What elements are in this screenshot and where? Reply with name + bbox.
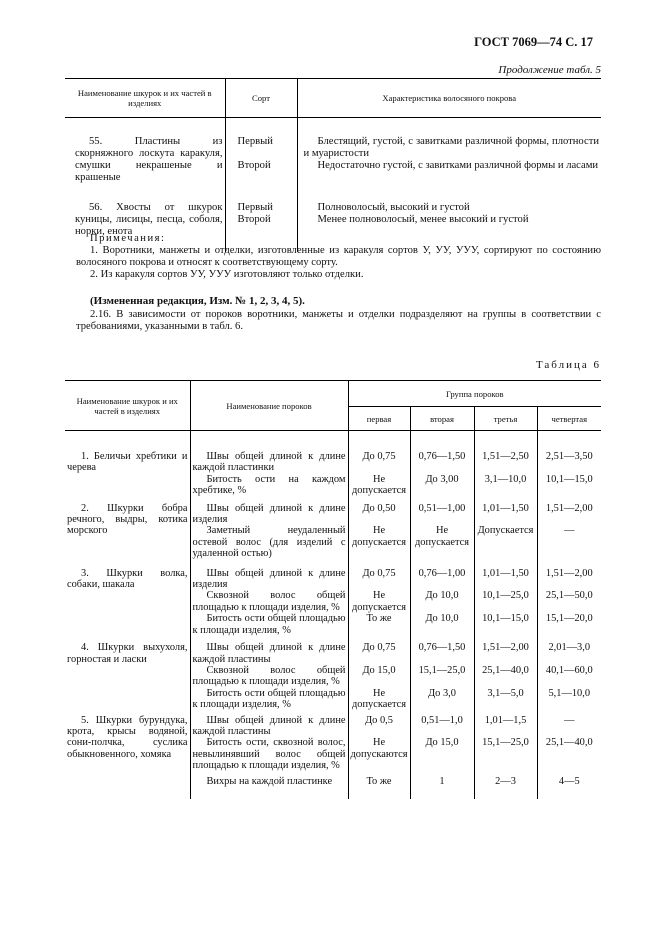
table-row [65,568,601,591]
t6-cell: Не допускается [348,474,410,503]
t6-cell: Не допускается [348,590,410,613]
t6-cell: До 0,75 [348,568,410,591]
t6-cell: До 0,50 [348,503,410,526]
notes [76,233,601,281]
table-row [65,451,601,474]
t6-header-group-2: вторая [410,407,474,431]
t6-header-group-1: первая [348,407,410,431]
t5-header-sort: Сорт [225,79,297,118]
table-5 [65,78,601,252]
t5-sort: Первый [237,202,273,213]
t6-cell: 0,76—1,50 [410,642,474,665]
t6-cell: 15,1—25,0 [410,665,474,688]
notes-title: Примечания: [90,233,166,244]
t6-cell: Не допускается [410,525,474,567]
t6-cell: 10,1—25,0 [474,590,537,613]
t6-header-group-4: четвертая [537,407,601,431]
t6-section-name: 5. Шкурки бурундука, крота, крысы водяной, сони-полчка, суслика обыкновенного, хомяка [65,715,190,799]
t6-cell: 25,1—40,0 [537,737,601,775]
t5-row-name: 55. Пластины из скорняжного лоскута каракуля, смушки некрашеные и крашеные [75,136,223,183]
t6-section-name: 3. Шкурки волка, собаки, шакала [65,568,190,642]
t6-cell: 1,01—1,5 [474,715,537,738]
t6-header-name: Наименование шкурок и их частей в изделиях [65,381,190,431]
t5-char: Недостаточно густой, с завитками различной формы и ласами [317,160,599,171]
t6-defect: Сквозной волос общей площадью к площади изделия, % [190,665,348,688]
t6-defect: Сквозной волос общей площадью к площади изделия, % [190,590,348,613]
t5-char: Блестящий, густой, с завитками различной формы, плотности и муаристости [303,136,599,159]
t6-cell: 2—3 [474,776,537,799]
t6-defect: Швы общей длиной к длине каждой пластины [190,715,348,738]
t6-cell: До 3,00 [410,474,474,503]
t6-cell: 5,1—10,0 [537,688,601,715]
t6-cell: 0,51—1,0 [410,715,474,738]
t6-cell: 1,01—1,50 [474,503,537,526]
t6-cell: 3,1—5,0 [474,688,537,715]
t6-cell: 15,1—20,0 [537,613,601,642]
t6-cell: То же [348,776,410,799]
page-header: ГОСТ 7069—74 С. 17 [474,35,593,49]
t6-section-name: 2. Шкурки бобра речного, выдры, котика морского [65,503,190,568]
t6-cell: 2,01—3,0 [537,642,601,665]
t6-cell: 25,1—50,0 [537,590,601,613]
t6-defect: Битость ости, сквозной волос, невылинявший волос общей площадью к площади изделия, % [190,737,348,775]
table-row [65,642,601,665]
note-item: 1. Воротники, манжеты и отделки, изготовленные из каракуля сортов У, УУ, УУУ, сортируют по состоянию волосяного покрова и относят к соответствующему сорту. [76,245,601,268]
t6-cell: 1,51—2,00 [474,642,537,665]
note-item: 2. Из каракуля сортов УУ, УУУ изготовляют только отделки. [90,269,364,280]
t6-cell: 1,01—1,50 [474,568,537,591]
t6-cell: До 15,0 [348,665,410,688]
t6-cell: Допускается [474,525,537,567]
table-continuation-label: Продолжение табл. 5 [498,64,601,76]
t6-cell: До 10,0 [410,613,474,642]
t6-cell: Не допускается [348,688,410,715]
t6-section-name: 4. Шкурки выхухоля, горностая и ласки [65,642,190,714]
t6-defect: Швы общей длиной к длине каждой пластинки [190,451,348,474]
t6-cell: 15,1—25,0 [474,737,537,775]
t6-cell: 2,51—3,50 [537,451,601,474]
t6-defect: Швы общей длиной к длине изделия [190,568,348,591]
t6-cell: 1 [410,776,474,799]
table-6-label: Таблица 6 [535,359,601,371]
t6-cell: Не допускается [348,525,410,567]
t6-cell: 0,51—1,00 [410,503,474,526]
t6-header-group-3: третья [474,407,537,431]
t5-char: Менее полноволосый, менее высокий и густой [317,214,529,225]
t6-cell: 1,51—2,50 [474,451,537,474]
t6-defect: Заметный неудаленный остевой волос (для изделий с удаленной остью) [190,525,348,567]
t6-cell: 4—5 [537,776,601,799]
t6-section-name: 1. Беличьи хребтики и черева [65,451,190,503]
t6-cell: До 3,0 [410,688,474,715]
t5-sort: Первый [237,136,273,147]
t6-cell: — [537,715,601,738]
t6-cell: До 0,5 [348,715,410,738]
t6-cell: То же [348,613,410,642]
t6-defect: Битость ости общей площадью к площади изделия, % [190,688,348,715]
t5-sort: Второй [237,214,271,225]
t6-defect: Швы общей длиной к длине каждой пластины [190,642,348,665]
t6-cell: 10,1—15,0 [474,613,537,642]
t6-cell: 1,51—2,00 [537,503,601,526]
t6-header-group: Группа пороков [348,381,601,407]
t6-cell: 3,1—10,0 [474,474,537,503]
section-2-16 [76,295,601,333]
t5-char: Полноволосый, высокий и густой [317,202,470,213]
t6-cell: До 10,0 [410,590,474,613]
t5-header-name: Наименование шкурок и их частей в изделиях [65,79,225,118]
t6-cell: 40,1—60,0 [537,665,601,688]
t6-defect: Вихры на каждой пластинке [190,776,348,799]
t5-sort: Второй [237,160,271,171]
t6-defect: Битость ости общей площадью к площади изделия, % [190,613,348,642]
t5-row-name: 56. Хвосты от шкурок куницы, лисицы, песца, соболя, норки, енота [75,202,223,237]
table-row [65,133,601,184]
t6-cell: 1,51—2,00 [537,568,601,591]
t5-header-char: Характеристика волосяного покрова [297,79,601,118]
table-row [65,715,601,738]
t6-defect: Швы общей длиной к длине изделия [190,503,348,526]
table-6 [65,380,601,799]
paragraph-2-16: 2.16. В зависимости от пороков воротники, манжеты и отделки подразделяют на группы в соответствии с требованиями, указанными в табл. 6. [76,309,601,332]
table-row [65,503,601,526]
t6-cell: 10,1—15,0 [537,474,601,503]
t6-defect: Битость ости на каждом хребтике, % [190,474,348,503]
t6-cell: — [537,525,601,567]
t6-cell: 0,76—1,00 [410,568,474,591]
t6-cell: 25,1—40,0 [474,665,537,688]
t6-cell: До 0,75 [348,642,410,665]
t6-cell: Не допускаются [348,737,410,775]
t6-cell: До 0,75 [348,451,410,474]
t6-cell: До 15,0 [410,737,474,775]
t6-cell: 0,76—1,50 [410,451,474,474]
t6-header-defect: Наименование пороков [190,381,348,431]
edition-note: (Измененная редакция, Изм. № 1, 2, 3, 4, 5). [90,295,305,307]
